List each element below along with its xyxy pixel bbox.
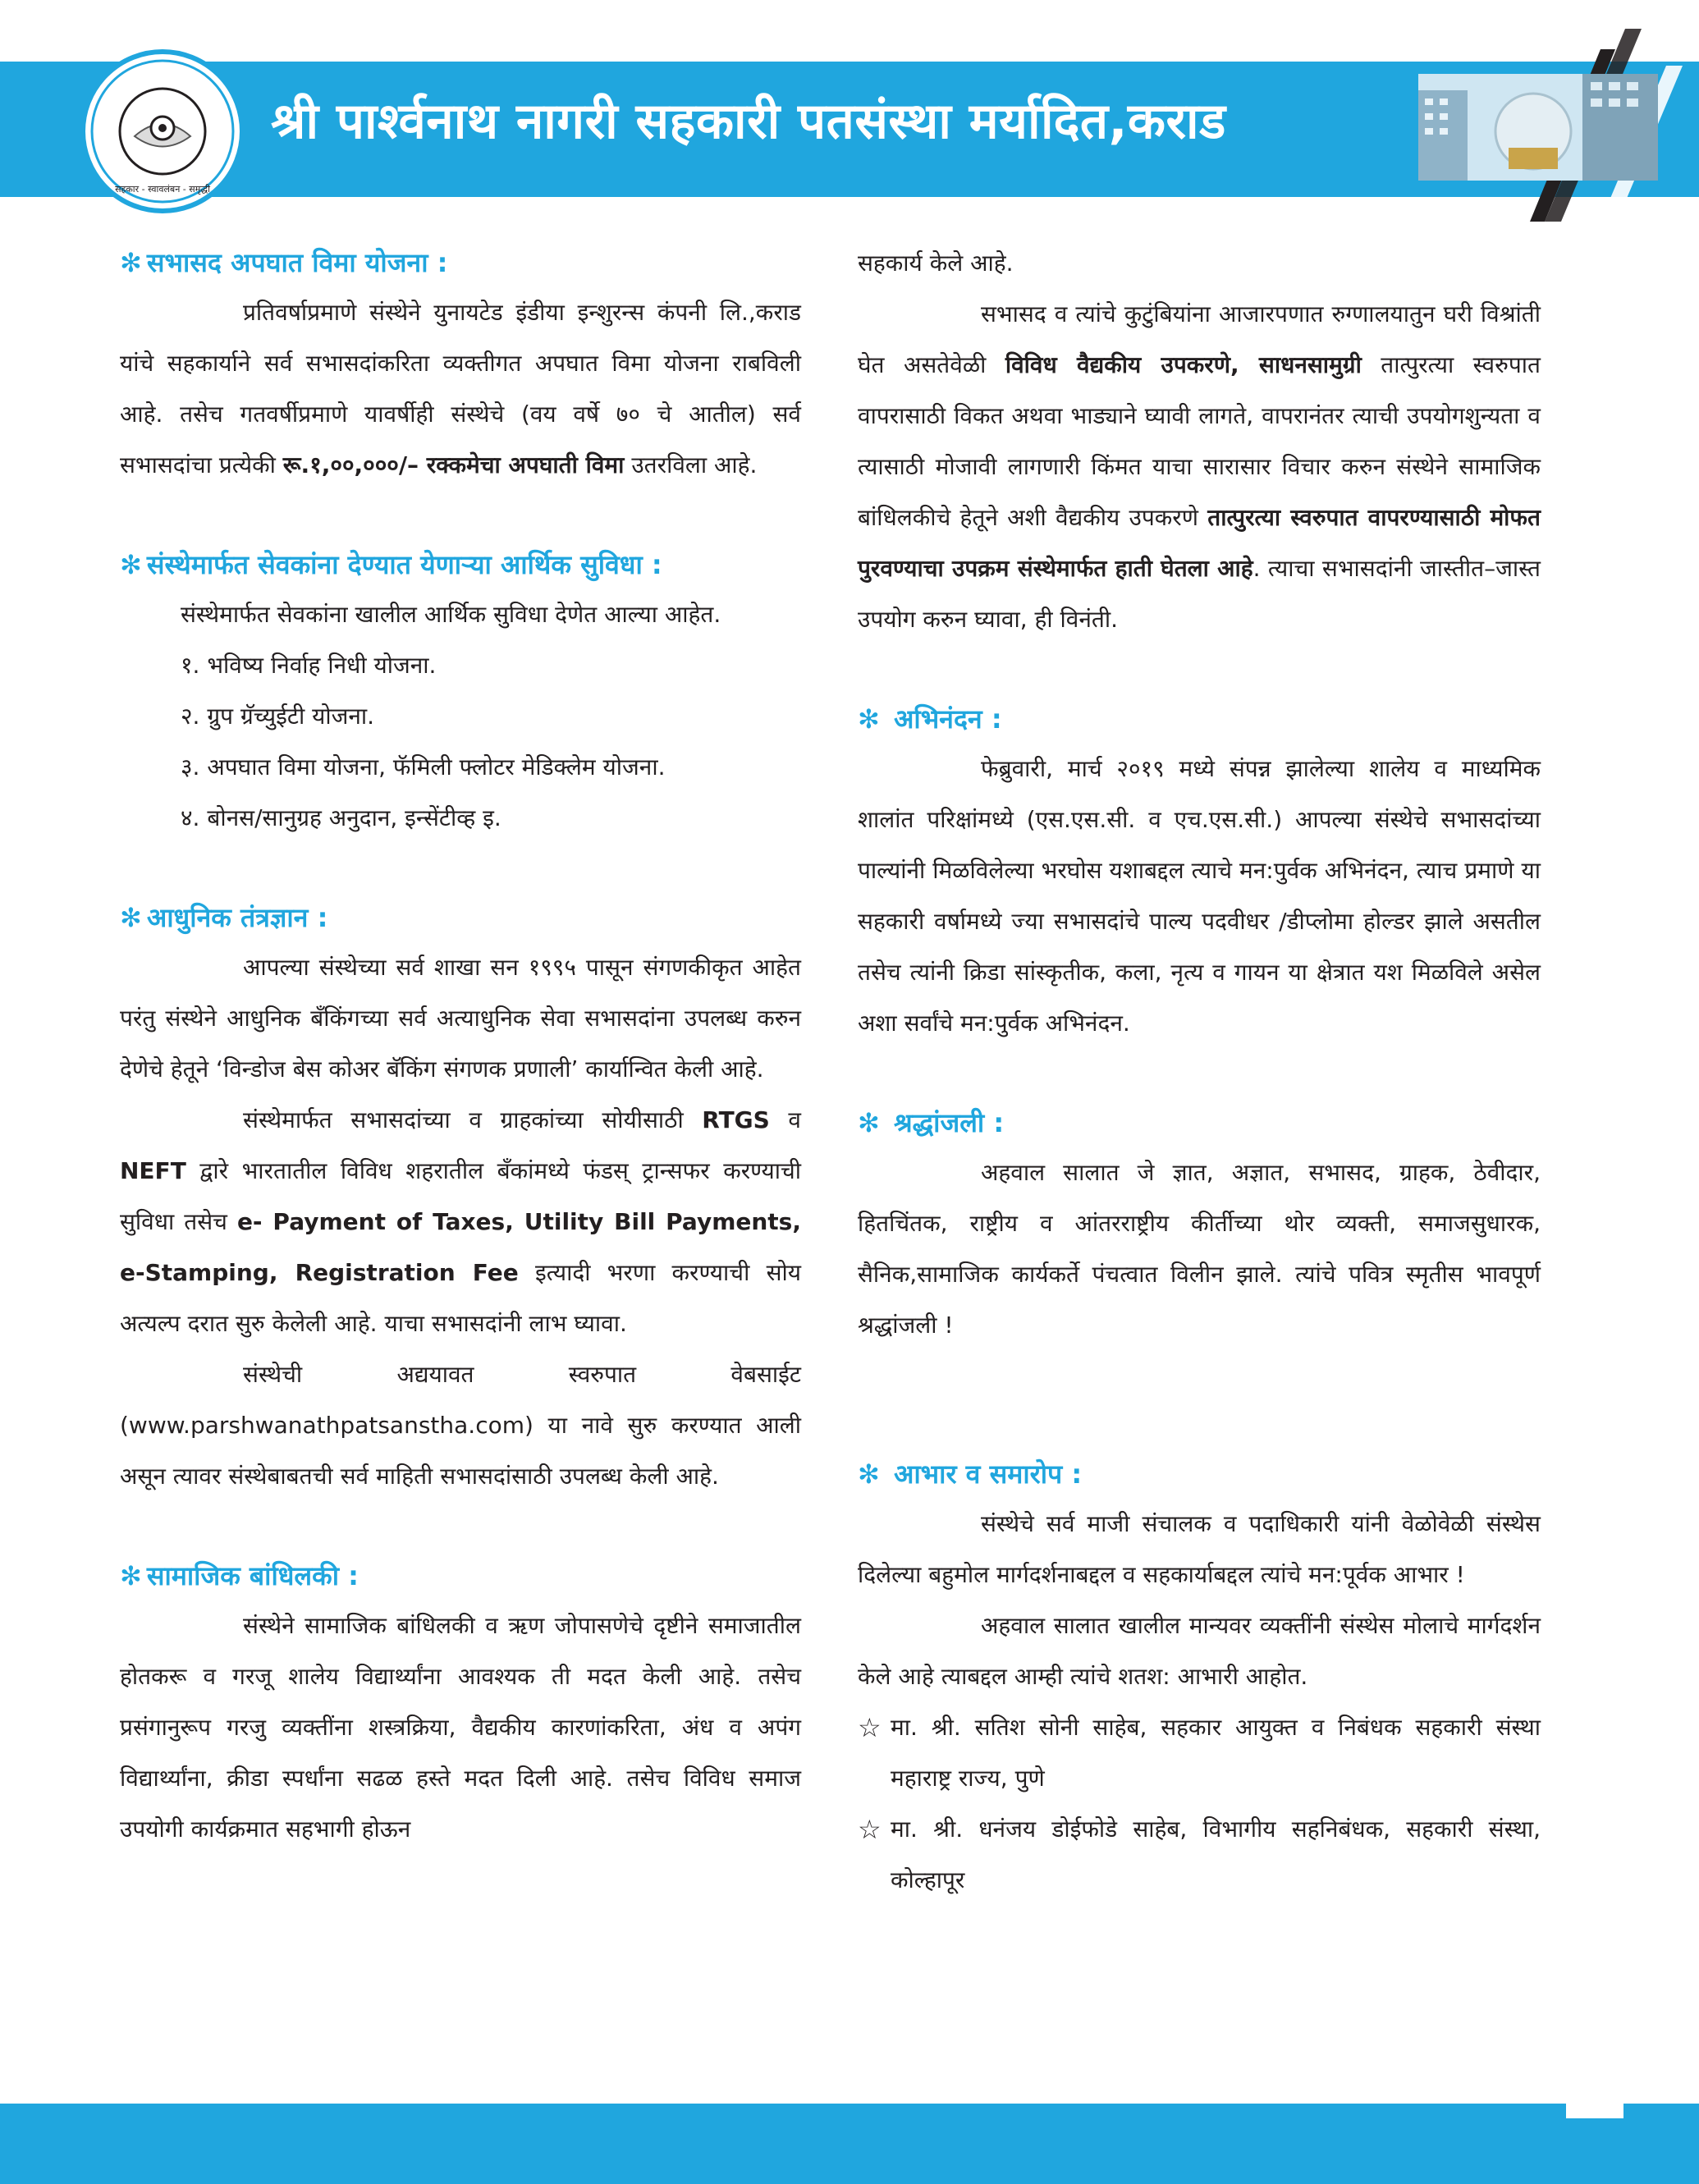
staff-intro: संस्थेमार्फत सेवकांना खालील आर्थिक सुविधा देणेत आल्या आहेत.	[181, 601, 721, 628]
staff-benefits-list	[120, 640, 801, 844]
insurance-paragraph: प्रतिवर्षाप्रमाणे संस्थेने युनायटेड इंडीया इन्शुरन्स कंपनी लि.,कराड यांचे सहकार्याने सर्व सभासदांकरिता व्यक्तीगत अपघात विमा योजना राबविली आहे. तसेच गतवर्षीप्रमाणे यावर्षीही संस्थेचे (वय वर्षे ७० चे आतील) सर्व सभासदांचा प्रत्येकी रू.१,००,०००/– रक्कमेचा अपघाती विमा उतरविला आहे.	[120, 299, 801, 478]
section-title-social: ✻ सामाजिक बांधिलकी :	[120, 1560, 359, 1591]
thanks-paragraph-2: अहवाल सालात खालील मान्यवर व्यक्तींनी संस्थेस मोलाचे मार्गदर्शन केले आहे त्याबद्दल आम्ही त्यांचे शतश: आभारी आहोत.	[858, 1612, 1541, 1690]
list-item: १. भविष्य निर्वाह निधी योजना.	[181, 652, 437, 679]
social-paragraph-continued: सहकार्य केले आहे.	[858, 250, 1014, 277]
flower-asterisk-icon: ✻	[858, 703, 880, 735]
footer-notch	[1566, 2104, 1623, 2118]
right-column	[858, 238, 1541, 1906]
flower-asterisk-icon: ✻	[120, 1560, 142, 1591]
congratulations-paragraph: फेब्रुवारी, मार्च २०१९ मध्ये संपन्न झालेल्या शालेय व माध्यमिक शालांत परिक्षांमध्ये (एस.एस.सी. व एच.एस.सी.) आपल्या संस्थेचे सभासदांच्या पाल्यांनी मिळविलेल्या भरघोस यशाबद्दल त्याचे मन:पुर्वक अभिनंदन, त्याच प्रमाणे या सहकारी वर्षामध्ये ज्या सभासदांचे पाल्य पदवीधर /डीप्लोमा होल्डर झाले असतील तसेच त्यांनी क्रिडा सांस्कृतीक, कला, नृत्य व गायन या क्षेत्रात यश मिळविले असेल अशा सर्वांचे मन:पुर्वक अभिनंदन.	[858, 755, 1541, 1037]
list-item: २. ग्रुप ग्रॅच्युईटी योजना.	[181, 703, 375, 730]
footer-band	[0, 2104, 1699, 2184]
thanks-persons-list	[858, 1702, 1541, 1906]
flower-asterisk-icon: ✻	[120, 549, 142, 580]
page-title: श्री पार्श्वनाथ नागरी सहकारी पतसंस्था मर्यादित,कराड	[271, 93, 1226, 150]
section-title-thanks: ✻ आभार व समारोप :	[858, 1458, 1083, 1490]
society-logo	[80, 49, 245, 213]
flower-asterisk-icon: ✻	[858, 1107, 880, 1138]
list-item: ३. अपघात विमा योजना, फॅमिली फ्लोटर मेडिक्लेम योजना.	[181, 753, 666, 781]
section-title-congratulations: ✻ अभिनंदन :	[858, 703, 1002, 735]
star-outline-icon: ☆	[858, 1712, 882, 1743]
star-outline-icon: ☆	[858, 1814, 882, 1845]
list-item: ☆ मा. श्री. धनंजय डोईफोडे साहेब, विभागीय सहनिबंधक, सहकारी संस्था, कोल्हापूर	[858, 1804, 1541, 1906]
thanks-paragraph-1: संस्थेचे सर्व माजी संचालक व पदाधिकारी यांनी वेळोवेळी संस्थेस दिलेल्या बहुमोल मार्गदर्शनाबद्दल व सहकार्याबद्दल त्यांचे मन:पूर्वक आभार !	[858, 1510, 1541, 1588]
section-title-insurance: ✻ सभासद अपघात विमा योजना :	[120, 247, 448, 278]
technology-paragraph-1: आपल्या संस्थेच्या सर्व शाखा सन १९९५ पासून संगणकीकृत आहेत परंतु संस्थेने आधुनिक बँकिंगच्या सर्व अत्याधुनिक सेवा सभासदांना उपलब्ध करुन देणेचे हेतूने ‘विन्डोज बेस कोअर बॅकिंग संगणक प्रणाली’ कार्यान्वित केली आहे.	[120, 954, 801, 1083]
list-item: ☆ मा. श्री. सतिश सोनी साहेब, सहकार आयुक्त व निबंधक सहकारी संस्था महाराष्ट्र राज्य, पुणे	[858, 1702, 1541, 1804]
flower-asterisk-icon: ✻	[120, 247, 142, 278]
section-title-staff-benefits: ✻ संस्थेमार्फत सेवकांना देण्यात येणाऱ्या आर्थिक सुविधा :	[120, 549, 662, 580]
list-item: ४. बोनस/सानुग्रह अनुदान, इन्सेंटीव्ह इ.	[181, 804, 501, 831]
tribute-paragraph: अहवाल सालात जे ज्ञात, अज्ञात, सभासद, ग्राहक, ठेवीदार, हितचिंतक, राष्ट्रीय व आंतरराष्ट्रीय कीर्तीच्या थोर व्यक्ती, समाजसुधारक, सैनिक,सामाजिक कार्यकर्ते पंचत्वात विलीन झाले. त्यांचे पवित्र स्मृतीस भावपूर्ण श्रद्धांजली !	[858, 1159, 1541, 1339]
technology-paragraph-2: संस्थेमार्फत सभासदांच्या व ग्राहकांच्या सोयीसाठी RTGS व NEFT द्वारे भारतातील विविध शहरातील बँकांमध्ये फंडस् ट्रान्सफर करण्याची सुविधा तसेच e- Payment of Taxes, Utility Bill Payments, e-Stamping, Registration Fee इत्यादी भरणा करण्याची सोय अत्यल्प दरात सुरु केलेली आहे. याचा सभासदांनी लाभ घ्यावा.	[120, 1106, 801, 1337]
section-title-tribute: ✻ श्रद्धांजली :	[858, 1107, 1005, 1138]
social-paragraph-1: संस्थेने सामाजिक बांधिलकी व ऋण जोपासणेचे दृष्टीने समाजातील होतकरू व गरजू शालेय विद्यार्थ्यांना आवश्यक ती मदत केली आहे. तसेच प्रसंगानुरूप गरजु व्यक्तींना शस्त्रक्रिया, वैद्यकीय कारणांकरिता, अंध व अपंग विद्यार्थ्यांना, क्रीडा स्पर्धांना सढळ हस्ते मदत दिली आहे. तसेच विविध समाज उपयोगी कार्यक्रमात सहभागी होऊन	[120, 1612, 801, 1843]
header-building-image	[1418, 74, 1658, 181]
technology-paragraph-3: संस्थेची अद्ययावत स्वरुपात वेबसाईट (www.parshwanathpatsanstha.com) या नावे सुरु करण्यात आली असून त्यावर संस्थेबाबतची सर्व माहिती सभासदांसाठी उपलब्ध केली आहे.	[120, 1361, 801, 1490]
social-paragraph-2: सभासद व त्यांचे कुटुंबियांना आजारपणात रुग्णालयातुन घरी विश्रांती घेत असतेवेळी विविध वैद्यकीय उपकरणे, साधनसामुग्री तात्पुरत्या स्वरुपात वापरासाठी विकत अथवा भाड्याने घ्यावी लागते, वापरानंतर त्याची उपयोगशुन्यता व त्यासाठी मोजावी लागणारी किंमत याचा सारासार विचार करुन संस्थेने सामाजिक बांधिलकीचे हेतूने अशी वैद्यकीय उपकरणे तात्पुरत्या स्वरुपात वापरण्यासाठी मोफत पुरवण्याचा उपक्रम संस्थेमार्फत हाती घेतला आहे. त्याचा सभासदांनी जास्तीत–जास्त उपयोग करुन घ्यावा, ही विनंती.	[858, 300, 1541, 633]
section-title-technology: ✻ आधुनिक तंत्रज्ञान :	[120, 902, 328, 933]
logo-motto: सहकार - स्वावलंबन - समृद्धी	[115, 184, 210, 195]
flower-asterisk-icon: ✻	[120, 902, 142, 933]
left-column	[120, 238, 801, 1855]
flower-asterisk-icon: ✻	[858, 1458, 880, 1490]
